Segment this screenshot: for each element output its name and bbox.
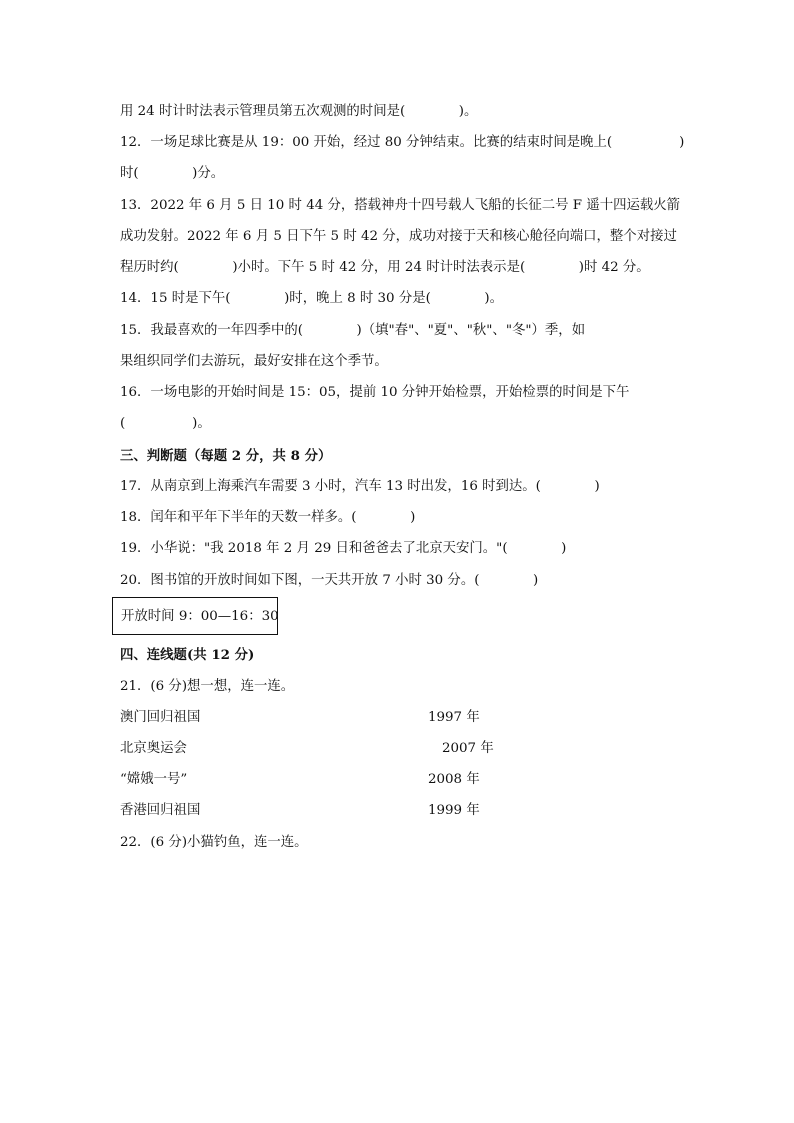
section4-heading: 四、连线题(共 12 分) xyxy=(120,647,255,663)
match-left-item: “嫦娥一号” xyxy=(120,772,188,787)
q13-text-line1: 13．2022 年 6 月 5 日 10 时 44 分，搭载神舟十四号载人飞船的长征二号 F 遥十四运载火箭 xyxy=(120,198,681,213)
q17-text: 17．从南京到上海乘汽车需要 3 小时，汽车 13 时出发，16 时到达。( ) xyxy=(120,479,600,494)
q13-text-line2: 成功发射。2022 年 6 月 5 日下午 5 时 42 分，成功对接于天和核心舱径向端口，整个对接过 xyxy=(120,229,677,244)
match-right-item: 2008 年 xyxy=(428,772,480,787)
q11-continued-text: 用 24 时计时法表示管理员第五次观测的时间是( )。 xyxy=(120,104,478,119)
q22-text: 22．(6 分)小猫钓鱼，连一连。 xyxy=(120,835,308,850)
opening-hours-text: 开放时间 9：00—16：30 xyxy=(121,609,279,624)
section3-heading: 三、判断题（每题 2 分，共 8 分） xyxy=(120,448,332,464)
q13-text-line3: 程历时约( )小时。下午 5 时 42 分，用 24 时计时法表示是( )时 42 分。 xyxy=(120,260,650,275)
match-right-item: 2007 年 xyxy=(442,741,494,756)
match-left-item: 北京奥运会 xyxy=(120,741,187,756)
q12-text-line1: 12．一场足球比赛是从 19：00 开始，经过 80 分钟结束。比赛的结束时间是晚上( ) xyxy=(120,135,685,150)
q16-text-line2: ( )。 xyxy=(120,416,211,431)
q20-text: 20．图书馆的开放时间如下图，一天共开放 7 小时 30 分。( ) xyxy=(120,573,539,588)
q12-text-line2: 时( )分。 xyxy=(120,166,225,181)
q21-text: 21．(6 分)想一想，连一连。 xyxy=(120,679,295,694)
match-left-item: 澳门回归祖国 xyxy=(120,710,201,725)
match-right-item: 1997 年 xyxy=(428,710,480,725)
match-right-item: 1999 年 xyxy=(428,803,480,818)
q19-text: 19．小华说："我 2018 年 2 月 29 日和爸爸去了北京天安门。"( ) xyxy=(120,541,567,556)
opening-hours-box xyxy=(112,597,278,635)
q15-text-line2: 果组织同学们去游玩，最好安排在这个季节。 xyxy=(120,354,388,369)
q18-text: 18．闰年和平年下半年的天数一样多。( ) xyxy=(120,510,416,525)
q16-text-line1: 16．一场电影的开始时间是 15：05，提前 10 分钟开始检票，开始检票的时间是下午 xyxy=(120,385,630,400)
match-left-item: 香港回归祖国 xyxy=(120,803,201,818)
q15-text-line1: 15．我最喜欢的一年四季中的( )（填"春"、"夏"、"秋"、"冬"）季，如 xyxy=(120,323,586,338)
q14-text: 14．15 时是下午( )时，晚上 8 时 30 分是( )。 xyxy=(120,291,504,306)
